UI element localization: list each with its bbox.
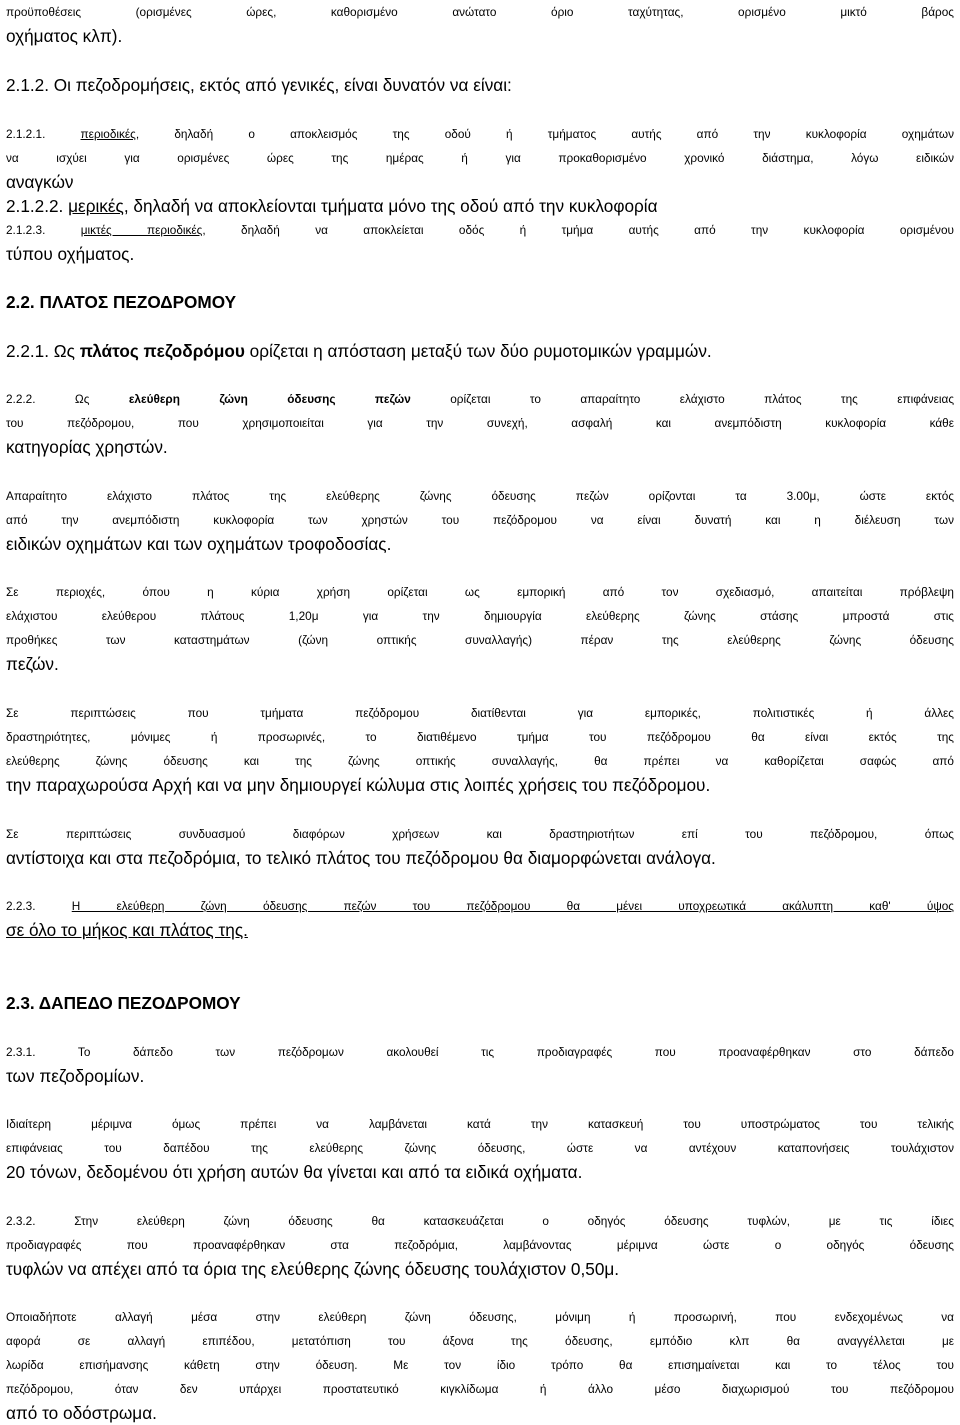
body-line: Σε περιοχές, όπου η κύρια χρήση ορίζεται ως εμπορική από τον σχεδιασμό, απαιτείται πρόβλεψη <box>6 585 954 599</box>
body-line: να ισχύει για ορισμένες ώρες της ημέρας ή για προκαθορισμένο χρονικό διάστημα, λόγω ειδικών <box>6 151 954 165</box>
intro-line: οχήματος κλπ). <box>6 26 123 46</box>
body-line: τυφλών να απέχει από τα όρια της ελεύθερης ζώνης όδευσης τουλάχιστον 0,50μ. <box>6 1259 620 1279</box>
clear-height-rule: σε όλο το μήκος και πλάτος της. <box>6 920 248 940</box>
body-line: Οποιαδήποτε αλλαγή μέσα στην ελεύθερη ζώνη όδευσης, μόνιμη ή προσωρινή, που ενδεχομένως να <box>6 1310 954 1324</box>
body-line: κατηγορίας χρηστών. <box>6 437 168 457</box>
body-line: δραστηριότητες, μόνιμες ή προσωρινές, το διατιθέμενο τμήμα του πεζόδρομου θα είναι εκτός της <box>6 730 954 744</box>
section-2-2-1: 2.2.1. Ως πλάτος πεζοδρόμου ορίζεται η απόσταση μεταξύ των δύο ρυμοτομικών γραμμών. <box>6 341 712 361</box>
body-line: ειδικών οχημάτων και των οχημάτων τροφοδοσίας. <box>6 534 392 554</box>
body-line: ελάχιστου ελεύθερου πλάτους 1,20μ για την δημιουργία ελεύθερης ζώνης στάσης μπροστά στις <box>6 609 954 623</box>
term-periodic: περιοδικές <box>80 127 136 141</box>
section-2-1-2-3: 2.1.2.3. μικτές περιοδικές, δηλαδή να αποκλείεται οδός ή τμήμα αυτής από την κυκλοφορία ορισμένου <box>6 223 954 237</box>
term-free-zone: ελεύθερη ζώνη όδευσης πεζών <box>128 392 411 406</box>
body-line: Σε περιπτώσεις που τμήματα πεζόδρομου διατίθενται για εμπορικές, πολιτιστικές ή άλλες <box>6 706 954 720</box>
term-mixed-periodic: μικτές περιοδικές <box>80 223 203 237</box>
section-2-1-2-2: 2.1.2.2. μερικές, δηλαδή να αποκλείονται τμήματα μόνο της οδού από την κυκλοφορία <box>6 196 658 216</box>
section-2-1-2: 2.1.2. Οι πεζοδρομήσεις, εκτός από γενικές, είναι δυνατόν να είναι: <box>6 75 512 95</box>
clear-height-rule: Η ελεύθερη ζώνη όδευσης πεζών του πεζόδρομου θα μένει υποχρεωτικά ακάλυπτη καθ' ύψος <box>71 899 954 913</box>
body-line: προδιαγραφές που προαναφέρθηκαν στα πεζοδρόμια, λαμβάνοντας μέριμνα ώστε ο οδηγός όδευσης <box>6 1238 954 1252</box>
intro-line: προϋποθέσεις (ορισμένες ώρες, καθορισμένο ανώτατο όριο ταχύτητας, ορισμένο μικτό βάρος <box>6 5 954 19</box>
body-line: την παραχωρούσα Αρχή και να μην δημιουργεί κώλυμα στις λοιπές χρήσεις του πεζόδρομου. <box>6 775 711 795</box>
body-line: ελεύθερης ζώνης όδευσης και της ζώνης οπτικής συναλλαγής, θα πρέπει να καθορίζεται σαφώς από <box>6 754 954 768</box>
body-line: από την ανεμπόδιστη κυκλοφορία των χρηστών του πεζόδρομου να είναι δυνατή και η διέλευση των <box>6 513 954 527</box>
body-line: αναγκών <box>6 172 74 192</box>
section-2-3-1: 2.3.1. Το δάπεδο των πεζόδρομων ακολουθεί τις προδιαγραφές που προαναφέρθηκαν στο δάπεδο <box>6 1045 954 1059</box>
body-line: λωρίδα επισήμανσης κάθετη στην όδευση. Με τον ίδιο τρόπο θα επισημαίνεται και το τέλος του <box>6 1358 954 1372</box>
body-line: πεζών. <box>6 654 59 674</box>
section-2-3-2: 2.3.2. Στην ελεύθερη ζώνη όδευσης θα κατασκευάζεται ο οδηγός όδευσης τυφλών, με τις ίδιες <box>6 1214 954 1228</box>
body-line: προθήκες των καταστημάτων (ζώνη οπτικής συναλλαγής) πέραν της ελεύθερης ζώνης όδευσης <box>6 633 954 647</box>
heading-2-2: 2.2. ΠΛΑΤΟΣ ΠΕΖΟΔΡΟΜΟΥ <box>6 292 237 312</box>
body-line: 20 τόνων, δεδομένου ότι χρήση αυτών θα γίνεται και από τα ειδικά οχήματα. <box>6 1162 583 1182</box>
section-2-2-2: 2.2.2. Ως ελεύθερη ζώνη όδευσης πεζών ορίζεται το απαραίτητο ελάχιστο πλάτος της επιφάνειας <box>6 392 955 406</box>
body-line: από το οδόστρωμα. <box>6 1403 157 1423</box>
heading-2-3: 2.3. ΔΑΠΕΔΟ ΠΕΖΟΔΡΟΜΟΥ <box>6 993 241 1013</box>
term-width: πλάτος πεζοδρόμου <box>79 341 245 361</box>
body-line: αντίστοιχα και στα πεζοδρόμια, το τελικό πλάτος του πεζόδρομου θα διαμορφώνεται ανάλογα. <box>6 848 716 868</box>
section-2-2-3: 2.2.3. Η ελεύθερη ζώνη όδευσης πεζών του πεζόδρομου θα μένει υποχρεωτικά ακάλυπτη καθ' ύψος <box>6 899 954 913</box>
body-line: πεζόδρομου, όταν δεν υπάρχει προστατευτικό κιγκλίδωμα ή άλλο μέσο διαχωρισμού του πεζόδρομου <box>6 1382 954 1396</box>
body-line: τύπου οχήματος. <box>6 244 135 264</box>
body-line: αφορά σε αλλαγή επιπέδου, μετατόπιση του άξονα της όδευσης, εμπόδιο κλπ θα αναγγέλλεται με <box>6 1334 954 1348</box>
body-line: Ιδιαίτερη μέριμνα όμως πρέπει να λαμβάνεται κατά την κατασκευή του υποστρώματος του τελικής <box>6 1117 954 1131</box>
body-line: Απαραίτητο ελάχιστο πλάτος της ελεύθερης ζώνης όδευσης πεζών ορίζονται τα 3.00μ, ώστε εκτός <box>6 489 954 503</box>
term-partial: μερικές <box>68 196 124 216</box>
section-2-1-2-1: 2.1.2.1. περιοδικές, δηλαδή ο αποκλεισμός της οδού ή τμήματος αυτής από την κυκλοφορία οχημάτων <box>6 127 954 141</box>
body-line: των πεζοδρομίων. <box>6 1066 145 1086</box>
body-line: επιφάνειας του δαπέδου της ελεύθερης ζώνης όδευσης, ώστε να αντέχουν καταπονήσεις τουλάχιστον <box>6 1141 954 1155</box>
body-line: Σε περιπτώσεις συνδυασμού διαφόρων χρήσεων και δραστηριοτήτων επί του πεζόδρομου, όπως <box>6 827 954 841</box>
body-line: του πεζόδρομου, που χρησιμοποιείται για την συνεχή, ασφαλή και ανεμπόδιστη κυκλοφορία κάθε <box>6 416 954 430</box>
